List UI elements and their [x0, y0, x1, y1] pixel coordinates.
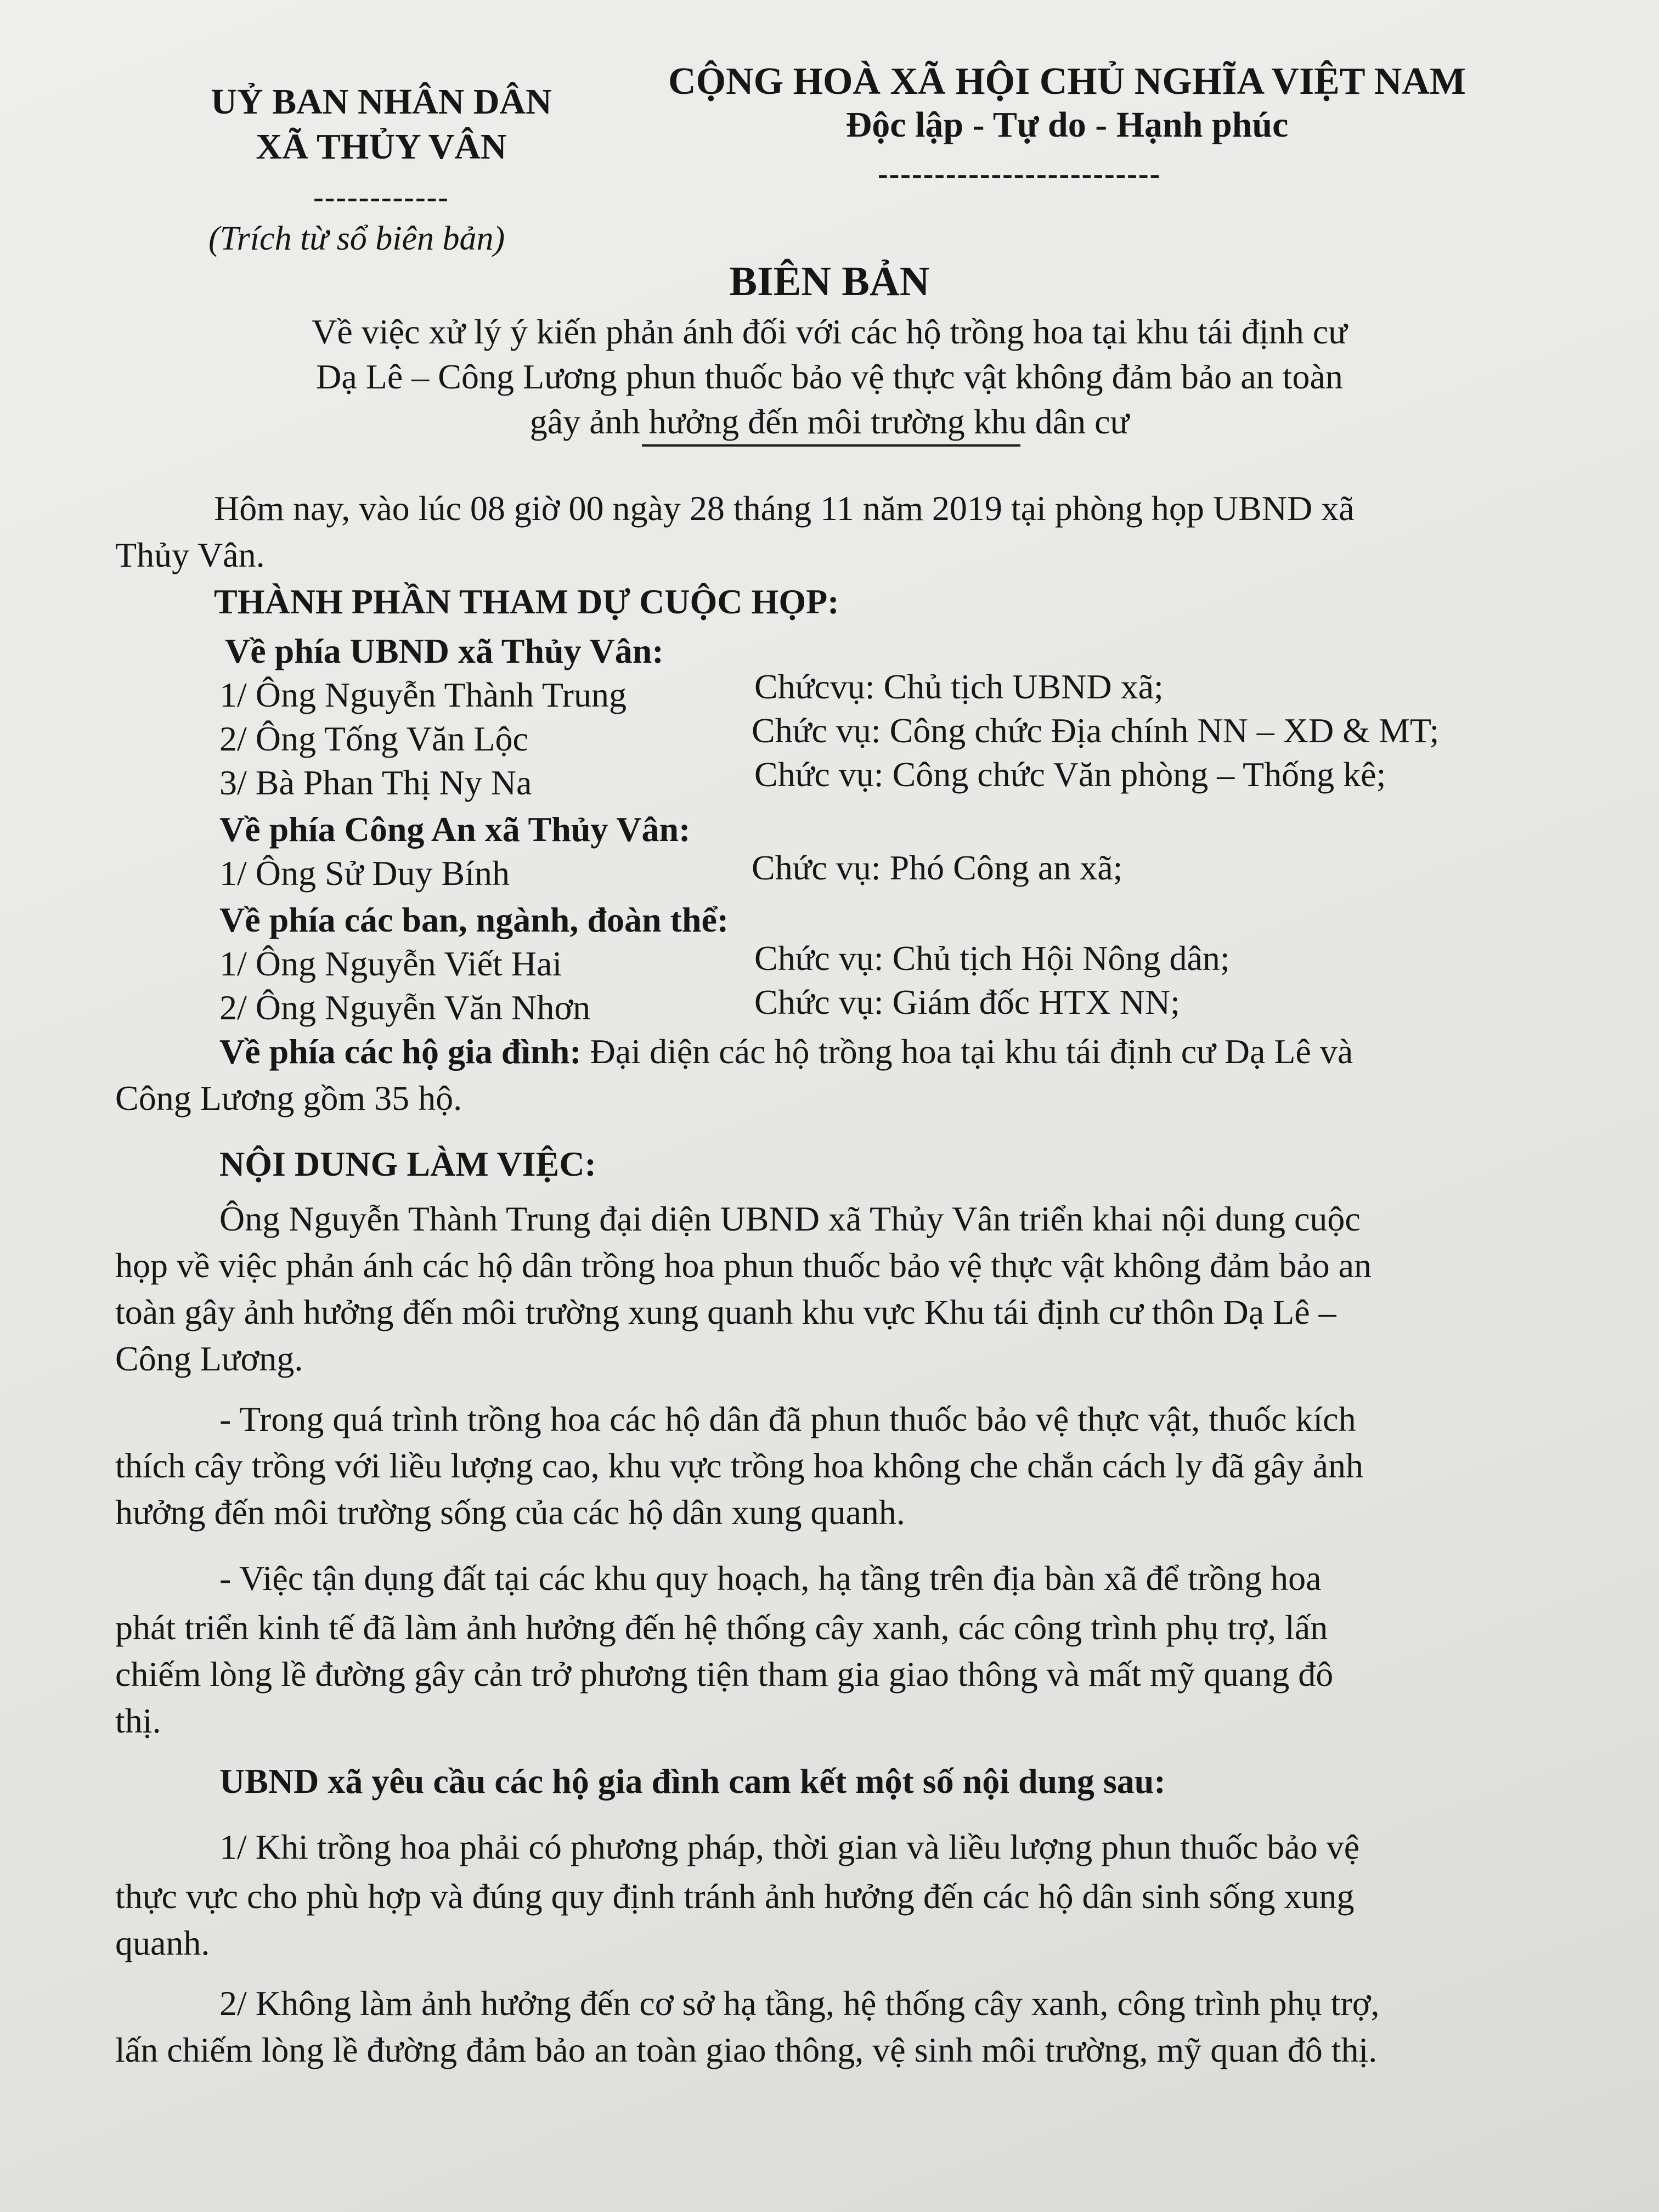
households-heading: Về phía các hộ gia đình: [219, 1032, 582, 1071]
attendees-heading: THÀNH PHẦN THAM DỰ CUỘC HỌP: [214, 582, 839, 621]
req2-line-1: 2/ Không làm ảnh hưởng đến cơ sở hạ tầng, hệ thống cây xanh, công trình phụ trợ, [219, 1984, 1380, 2023]
para3-line-1: - Việc tận dụng đất tại các khu quy hoạch, hạ tầng trên địa bàn xã để trồng hoa [219, 1559, 1322, 1598]
org-member-2-role: Chức vụ: Giám đốc HTX NN; [754, 983, 1180, 1022]
document-title: BIÊN BẢN [729, 258, 930, 304]
org-member-2-name: 2/ Ông Nguyễn Văn Nhơn [219, 988, 591, 1027]
police-member-1-name: 1/ Ông Sử Duy Bính [219, 854, 510, 893]
police-member-1-role: Chức vụ: Phó Công an xã; [752, 848, 1123, 887]
ubnd-member-2-role: Chức vụ: Công chức Địa chính NN – XD & MT; [752, 711, 1440, 750]
handwritten-underline [642, 444, 1020, 447]
req1-line-1: 1/ Khi trồng hoa phải có phương pháp, thời gian và liều lượng phun thuốc bảo vệ [219, 1827, 1360, 1866]
motto-separator: ------------------------- [878, 157, 1161, 191]
excerpt-note: (Trích từ sổ biên bản) [208, 220, 505, 257]
requirements-heading: UBND xã yêu cầu các hộ gia đình cam kết một số nội dung sau: [219, 1762, 1166, 1801]
para1-line-2: họp về việc phản ánh các hộ dân trồng hoa phun thuốc bảo vệ thực vật không đảm bảo an [115, 1246, 1372, 1285]
intro-line-2: Thủy Vân. [115, 535, 265, 574]
ubnd-member-1-role: Chứcvụ: Chủ tịch UBND xã; [754, 667, 1164, 706]
police-heading: Về phía Công An xã Thủy Vân: [219, 810, 691, 849]
subtitle-line-3: gây ảnh hưởng đến môi trường khu dân cư [529, 402, 1130, 441]
para1-line-3: toàn gây ảnh hưởng đến môi trường xung quanh khu vực Khu tái định cư thôn Dạ Lê – [115, 1293, 1336, 1331]
para1-line-1: Ông Nguyễn Thành Trung đại diện UBND xã Thủy Vân triển khai nội dung cuộc [219, 1199, 1361, 1238]
ubnd-heading: Về phía UBND xã Thủy Vân: [225, 631, 664, 670]
intro-line-1: Hôm nay, vào lúc 08 giờ 00 ngày 28 tháng 11 năm 2019 tại phòng họp UBND xã [214, 489, 1355, 528]
households-line-2: Công Lương gồm 35 hộ. [115, 1079, 462, 1118]
org-member-1-name: 1/ Ông Nguyễn Viết Hai [219, 944, 562, 983]
ubnd-member-3-name: 3/ Bà Phan Thị Ny Na [219, 763, 532, 802]
req1-line-2: thực vực cho phù hợp và đúng quy định tránh ảnh hưởng đến các hộ dân sinh sống xung [115, 1877, 1355, 1916]
content-heading: NỘI DUNG LÀM VIỆC: [219, 1144, 596, 1183]
national-title: CỘNG HOÀ XÃ HỘI CHỦ NGHĨA VIỆT NAM [668, 60, 1466, 103]
households-text: Đại diện các hộ trồng hoa tại khu tái định cư Dạ Lê và [581, 1032, 1353, 1071]
ubnd-member-1-name: 1/ Ông Nguyễn Thành Trung [219, 675, 627, 714]
national-motto: Độc lập - Tự do - Hạnh phúc [845, 105, 1289, 145]
para3-line-3: chiếm lòng lề đường gây cản trở phương tiện tham gia giao thông và mất mỹ quang đô [115, 1655, 1334, 1694]
issuer-line1: UỶ BAN NHÂN DÂN [211, 82, 552, 122]
org-member-1-role: Chức vụ: Chủ tịch Hội Nông dân; [754, 939, 1230, 978]
para1-line-4: Công Lương. [115, 1339, 303, 1378]
para2-line-2: thích cây trồng với liều lượng cao, khu vực trồng hoa không che chắn cách ly đã gây ảnh [115, 1446, 1364, 1485]
subtitle-line-2: Dạ Lê – Công Lương phun thuốc bảo vệ thực vật không đảm bảo an toàn [316, 357, 1343, 396]
req1-line-3: quanh. [115, 1923, 210, 1962]
para3-line-2: phát triển kinh tế đã làm ảnh hưởng đến hệ thống cây xanh, các công trình phụ trợ, lấn [115, 1608, 1328, 1647]
orgs-heading: Về phía các ban, ngành, đoàn thể: [219, 900, 729, 939]
households-line-1 [219, 1031, 1353, 1072]
subtitle-line-1: Về việc xử lý ý kiến phản ánh đối với các hộ trồng hoa tại khu tái định cư [312, 312, 1347, 351]
para3-line-4: thị. [115, 1701, 161, 1740]
issuer-separator: ------------ [313, 180, 449, 215]
ubnd-member-2-name: 2/ Ông Tống Văn Lộc [219, 719, 528, 758]
ubnd-member-3-role: Chức vụ: Công chức Văn phòng – Thống kê; [754, 755, 1386, 794]
para2-line-3: hưởng đến môi trường sống của các hộ dân xung quanh. [115, 1493, 905, 1532]
para2-line-1: - Trong quá trình trồng hoa các hộ dân đã phun thuốc bảo vệ thực vật, thuốc kích [219, 1400, 1356, 1438]
req2-line-2: lấn chiếm lòng lề đường đảm bảo an toàn giao thông, vệ sinh môi trường, mỹ quan đô thị. [115, 2030, 1378, 2069]
issuer-line2: XÃ THỦY VÂN [256, 127, 507, 167]
